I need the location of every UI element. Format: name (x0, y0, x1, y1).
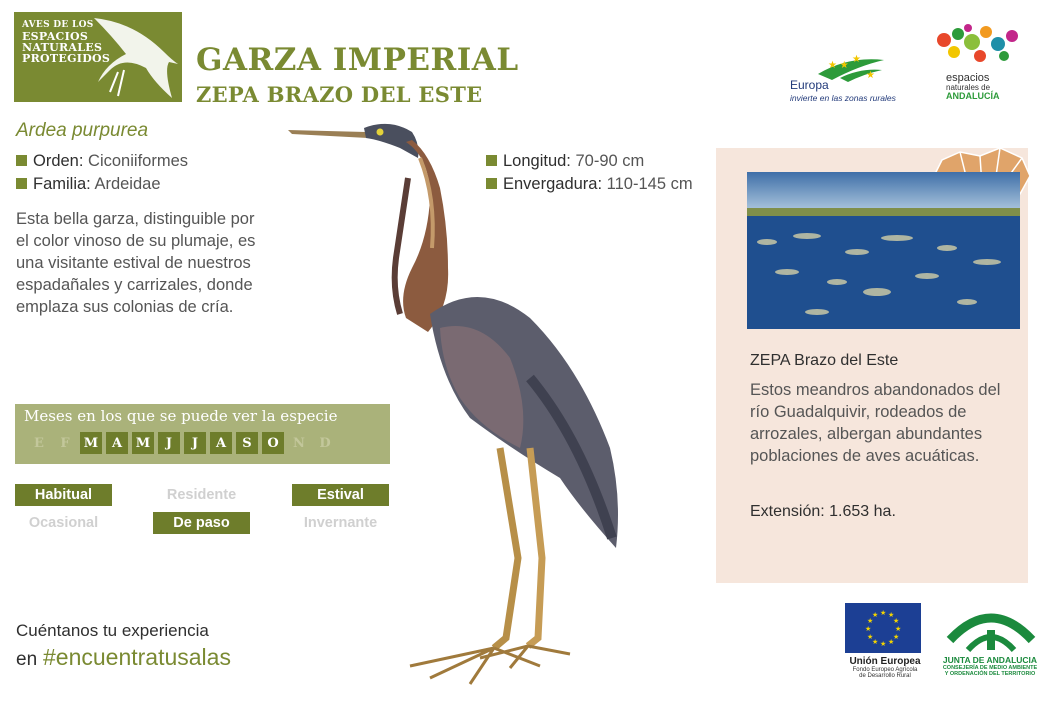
month-8: S (236, 432, 258, 454)
europa-tagline: invierte en las zonas rurales (790, 93, 896, 103)
europa-label: Europa (790, 78, 829, 92)
eu-flag-icon (845, 603, 921, 653)
bullet-square-icon (16, 178, 27, 189)
badge-line-2: ESPACIOS (22, 30, 89, 43)
ue-sub-2: de Desarrollo Rural (859, 673, 911, 679)
cta-line-1: Cuéntanos tu experiencia (16, 621, 209, 640)
ue-sub-1: Fondo Europeo Agrícola (852, 667, 918, 673)
fact-label: Longitud: (503, 152, 571, 170)
svg-text:★: ★ (880, 609, 887, 617)
fact-label: Familia: (33, 175, 91, 193)
status-habitual: Habitual (15, 484, 112, 506)
status-residente: Residente (166, 487, 237, 503)
espacios-line-2: naturales de (946, 83, 991, 92)
month-2: M (80, 432, 102, 454)
site-description: Estos meandros abandonados del río Guadalquivir, rodeados de arrozales, albergan abundantes poblaciones de aves acuáticas. (750, 381, 1001, 465)
svg-text:★: ★ (852, 54, 861, 65)
fact-value: Ardeidae (94, 175, 161, 193)
status-estival: Estival (292, 484, 389, 506)
site-extension: Extensión: 1.653 ha. (750, 503, 896, 520)
junta-andalucia-emblem-icon (946, 602, 1036, 654)
svg-text:★: ★ (888, 638, 895, 646)
badge-line-1: AVES DE LOS (22, 20, 94, 30)
site-title: ZEPA Brazo del Este (750, 352, 899, 369)
month-6: J (184, 432, 206, 454)
nature-collage-icon (928, 22, 1024, 66)
scientific-name: Ardea purpurea (16, 120, 149, 141)
page-subtitle: ZEPA BRAZO DEL ESTE (196, 82, 483, 107)
espacios-line-3: ANDALUCÍA (946, 91, 1000, 101)
svg-text:★: ★ (872, 638, 879, 646)
status-invernante: Invernante (303, 515, 378, 531)
status-de-paso: De paso (153, 512, 250, 534)
cta-prefix: en (16, 649, 38, 670)
svg-text:★: ★ (867, 617, 874, 625)
heron-illustration (280, 118, 640, 688)
junta-sub-1: CONSEJERÍA DE MEDIO AMBIENTE (942, 665, 1038, 671)
ue-logo-text (845, 656, 925, 679)
junta-sub-2: Y ORDENACIÓN DEL TERRITORIO (944, 671, 1036, 677)
wetland-photo (747, 172, 1020, 329)
month-0: E (34, 435, 44, 451)
svg-text:★: ★ (893, 617, 900, 625)
svg-text:★: ★ (893, 633, 900, 641)
fact-value: Ciconiiformes (88, 152, 188, 170)
fact-familia (16, 175, 161, 194)
page-title: GARZA IMPERIAL (196, 42, 519, 78)
month-11: D (319, 435, 331, 451)
month-9: O (262, 432, 284, 454)
svg-text:★: ★ (867, 633, 874, 641)
svg-text:★: ★ (872, 611, 879, 619)
svg-text:★: ★ (888, 611, 895, 619)
month-5: J (158, 432, 180, 454)
svg-text:★: ★ (880, 640, 887, 648)
hashtag-link[interactable]: #encuentratusalas (42, 644, 231, 670)
espacios-line-1: espacios (946, 72, 990, 84)
junta-label: JUNTA DE ANDALUCIA (942, 655, 1038, 665)
bullet-square-icon (16, 155, 27, 166)
ue-label: Unión Europea (849, 656, 921, 667)
badge-line-4: PROTEGIDOS (22, 52, 111, 65)
aves-badge-logo (14, 12, 182, 102)
svg-text:★: ★ (895, 625, 902, 633)
fact-label: Orden: (33, 152, 84, 170)
espacios-naturales-logo (928, 22, 1028, 107)
svg-text:★: ★ (865, 625, 872, 633)
month-7: A (210, 432, 232, 454)
svg-text:★ ★: ★ ★ (828, 60, 849, 71)
month-10: N (293, 435, 305, 451)
europa-logo (788, 52, 898, 107)
species-description: Esta bella garza, distinguible por el color vinoso de su plumaje, es una visitante estival de nuestros espadañales y carrizales, donde emplaza sus colonias de cría. (16, 210, 256, 316)
month-3: A (106, 432, 128, 454)
badge-line-3: NATURALES (22, 41, 103, 54)
fact-value: 70-90 cm (575, 152, 645, 170)
months-title: Meses en los que se puede ver la especie (24, 407, 338, 425)
fact-orden (16, 152, 188, 171)
month-1: F (60, 435, 70, 451)
fact-label: Envergadura: (503, 175, 603, 193)
svg-text:★: ★ (866, 70, 875, 81)
month-4: M (132, 432, 154, 454)
junta-logo-text (940, 655, 1040, 677)
fact-value: 110-145 cm (606, 175, 693, 193)
cta-line-2 (16, 644, 231, 671)
status-ocasional: Ocasional (28, 515, 99, 531)
